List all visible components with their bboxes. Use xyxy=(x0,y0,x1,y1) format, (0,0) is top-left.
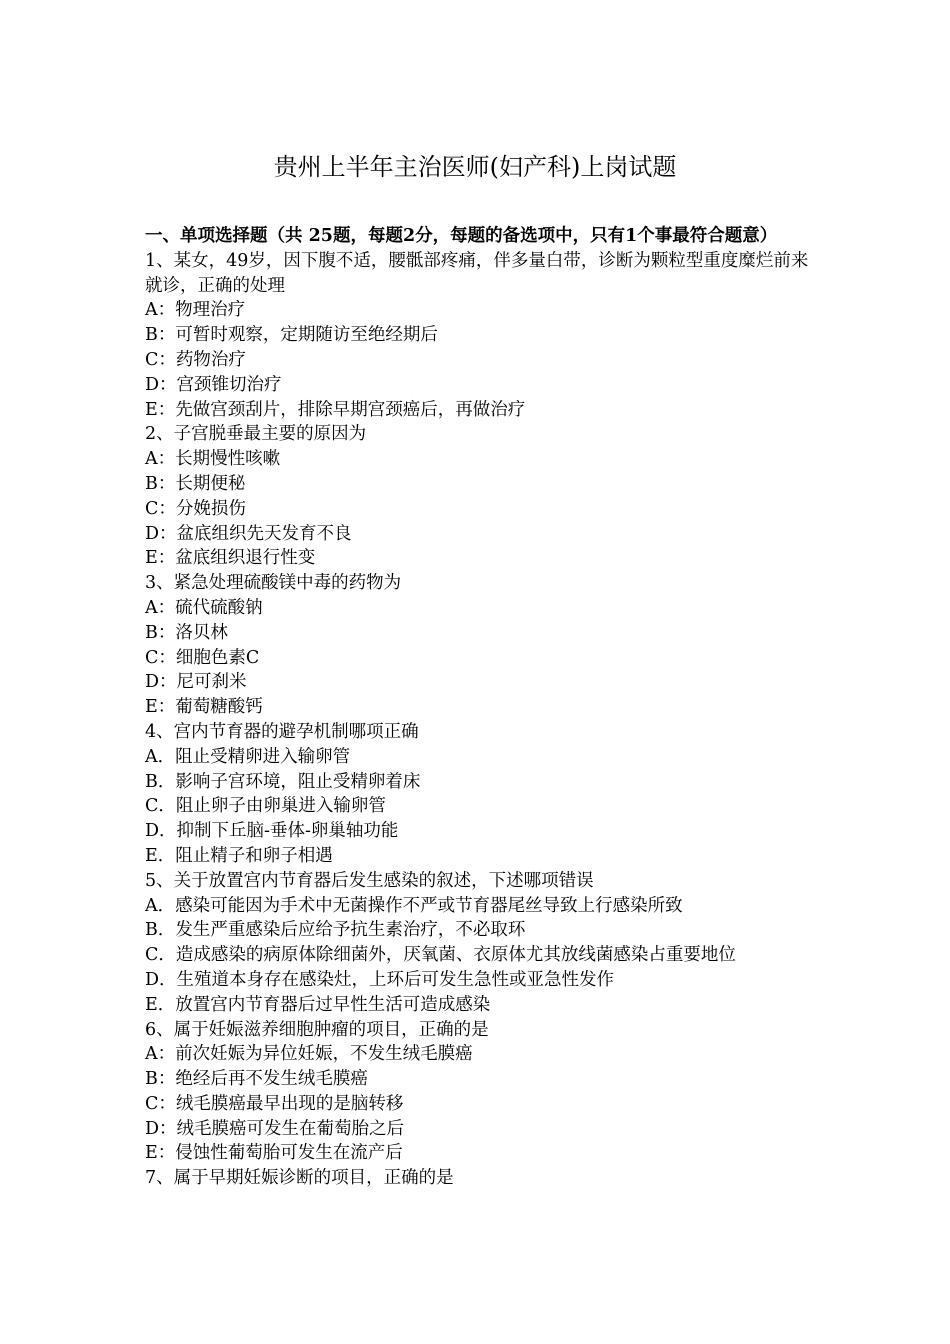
question-7 xyxy=(145,1166,815,1191)
option-b: B：可暂时观察，定期随访至绝经期后 xyxy=(145,325,438,346)
option-b: B：洛贝林 xyxy=(145,622,228,643)
option-d: D：盆底组织先天发育不良 xyxy=(145,523,352,544)
option-e: E．放置宫内节育器后过早性生活可造成感染 xyxy=(145,994,491,1015)
option-c: C：绒毛膜癌最早出现的是脑转移 xyxy=(145,1093,404,1114)
option-c: C．阻止卵子由卵巢进入输卵管 xyxy=(145,796,386,817)
question-3 xyxy=(145,571,815,720)
question-stem: 3、紧急处理硫酸镁中毒的药物为 xyxy=(145,573,402,594)
question-6 xyxy=(145,1018,815,1167)
option-a: A．阻止受精卵进入输卵管 xyxy=(145,746,351,767)
question-2 xyxy=(145,422,815,571)
question-stem: 2、子宫脱垂最主要的原因为 xyxy=(145,424,367,445)
option-a: A．感染可能因为手术中无菌操作不严或节育器尾丝导致上行感染所致 xyxy=(145,895,683,916)
question-stem: 4、宫内节育器的避孕机制哪项正确 xyxy=(145,721,419,742)
option-a: A：前次妊娠为异位妊娠，不发生绒毛膜癌 xyxy=(145,1044,473,1065)
option-b: B：长期便秘 xyxy=(145,473,246,494)
option-d: D：宫颈锥切治疗 xyxy=(145,374,282,395)
option-b: B．发生严重感染后应给予抗生素治疗，不必取环 xyxy=(145,920,526,941)
option-e: E．阻止精子和卵子相遇 xyxy=(145,845,333,866)
option-b: B：绝经后再不发生绒毛膜癌 xyxy=(145,1069,368,1090)
page-title: 贵州上半年主治医师(妇产科)上岗试题 xyxy=(273,153,677,181)
option-e: E：葡萄糖酸钙 xyxy=(145,697,263,718)
option-c: C：细胞色素C xyxy=(145,647,260,668)
option-a: A：长期慢性咳嗽 xyxy=(145,449,281,470)
option-b: B．影响子宫环境，阻止受精卵着床 xyxy=(145,771,421,792)
option-d: D：绒毛膜癌可发生在葡萄胎之后 xyxy=(145,1118,405,1139)
question-1 xyxy=(145,249,815,423)
option-e: E：先做宫颈刮片，排除早期宫颈癌后，再做治疗 xyxy=(145,399,526,420)
option-e: E：侵蚀性葡萄胎可发生在流产后 xyxy=(145,1143,403,1164)
option-d: D．抑制下丘脑-垂体-卵巢轴功能 xyxy=(145,821,399,842)
section-heading: 一、单项选择题（共 25题，每题2分，每题的备选项中，只有1个事最符合题意） xyxy=(145,226,778,246)
question-stem: 7、属于早期妊娠诊断的项目，正确的是 xyxy=(145,1168,454,1189)
option-e: E：盆底组织退行性变 xyxy=(145,548,316,569)
option-d: D．生殖道本身存在感染灶，上环后可发生急性或亚急性发作 xyxy=(145,969,615,990)
option-c: C．造成感染的病原体除细菌外，厌氧菌、衣原体尤其放线菌感染占重要地位 xyxy=(145,945,736,966)
option-c: C：药物治疗 xyxy=(145,349,246,370)
question-stem: 5、关于放置宫内节育器后发生感染的叙述，下述哪项错误 xyxy=(145,870,594,891)
question-stem: 1、某女，49岁，因下腹不适，腰骶部疼痛，伴多量白带，诊断为颗粒型重度糜烂前来就诊，正确的处理 xyxy=(145,250,809,296)
option-c: C：分娩损伤 xyxy=(145,498,246,519)
document-body xyxy=(145,224,815,1191)
question-5 xyxy=(145,869,815,1018)
question-stem: 6、属于妊娠滋养细胞肿瘤的项目，正确的是 xyxy=(145,1019,489,1040)
option-a: A：物理治疗 xyxy=(145,300,246,321)
option-d: D：尼可刹米 xyxy=(145,672,247,693)
question-4 xyxy=(145,720,815,869)
option-a: A：硫代硫酸钠 xyxy=(145,597,263,618)
